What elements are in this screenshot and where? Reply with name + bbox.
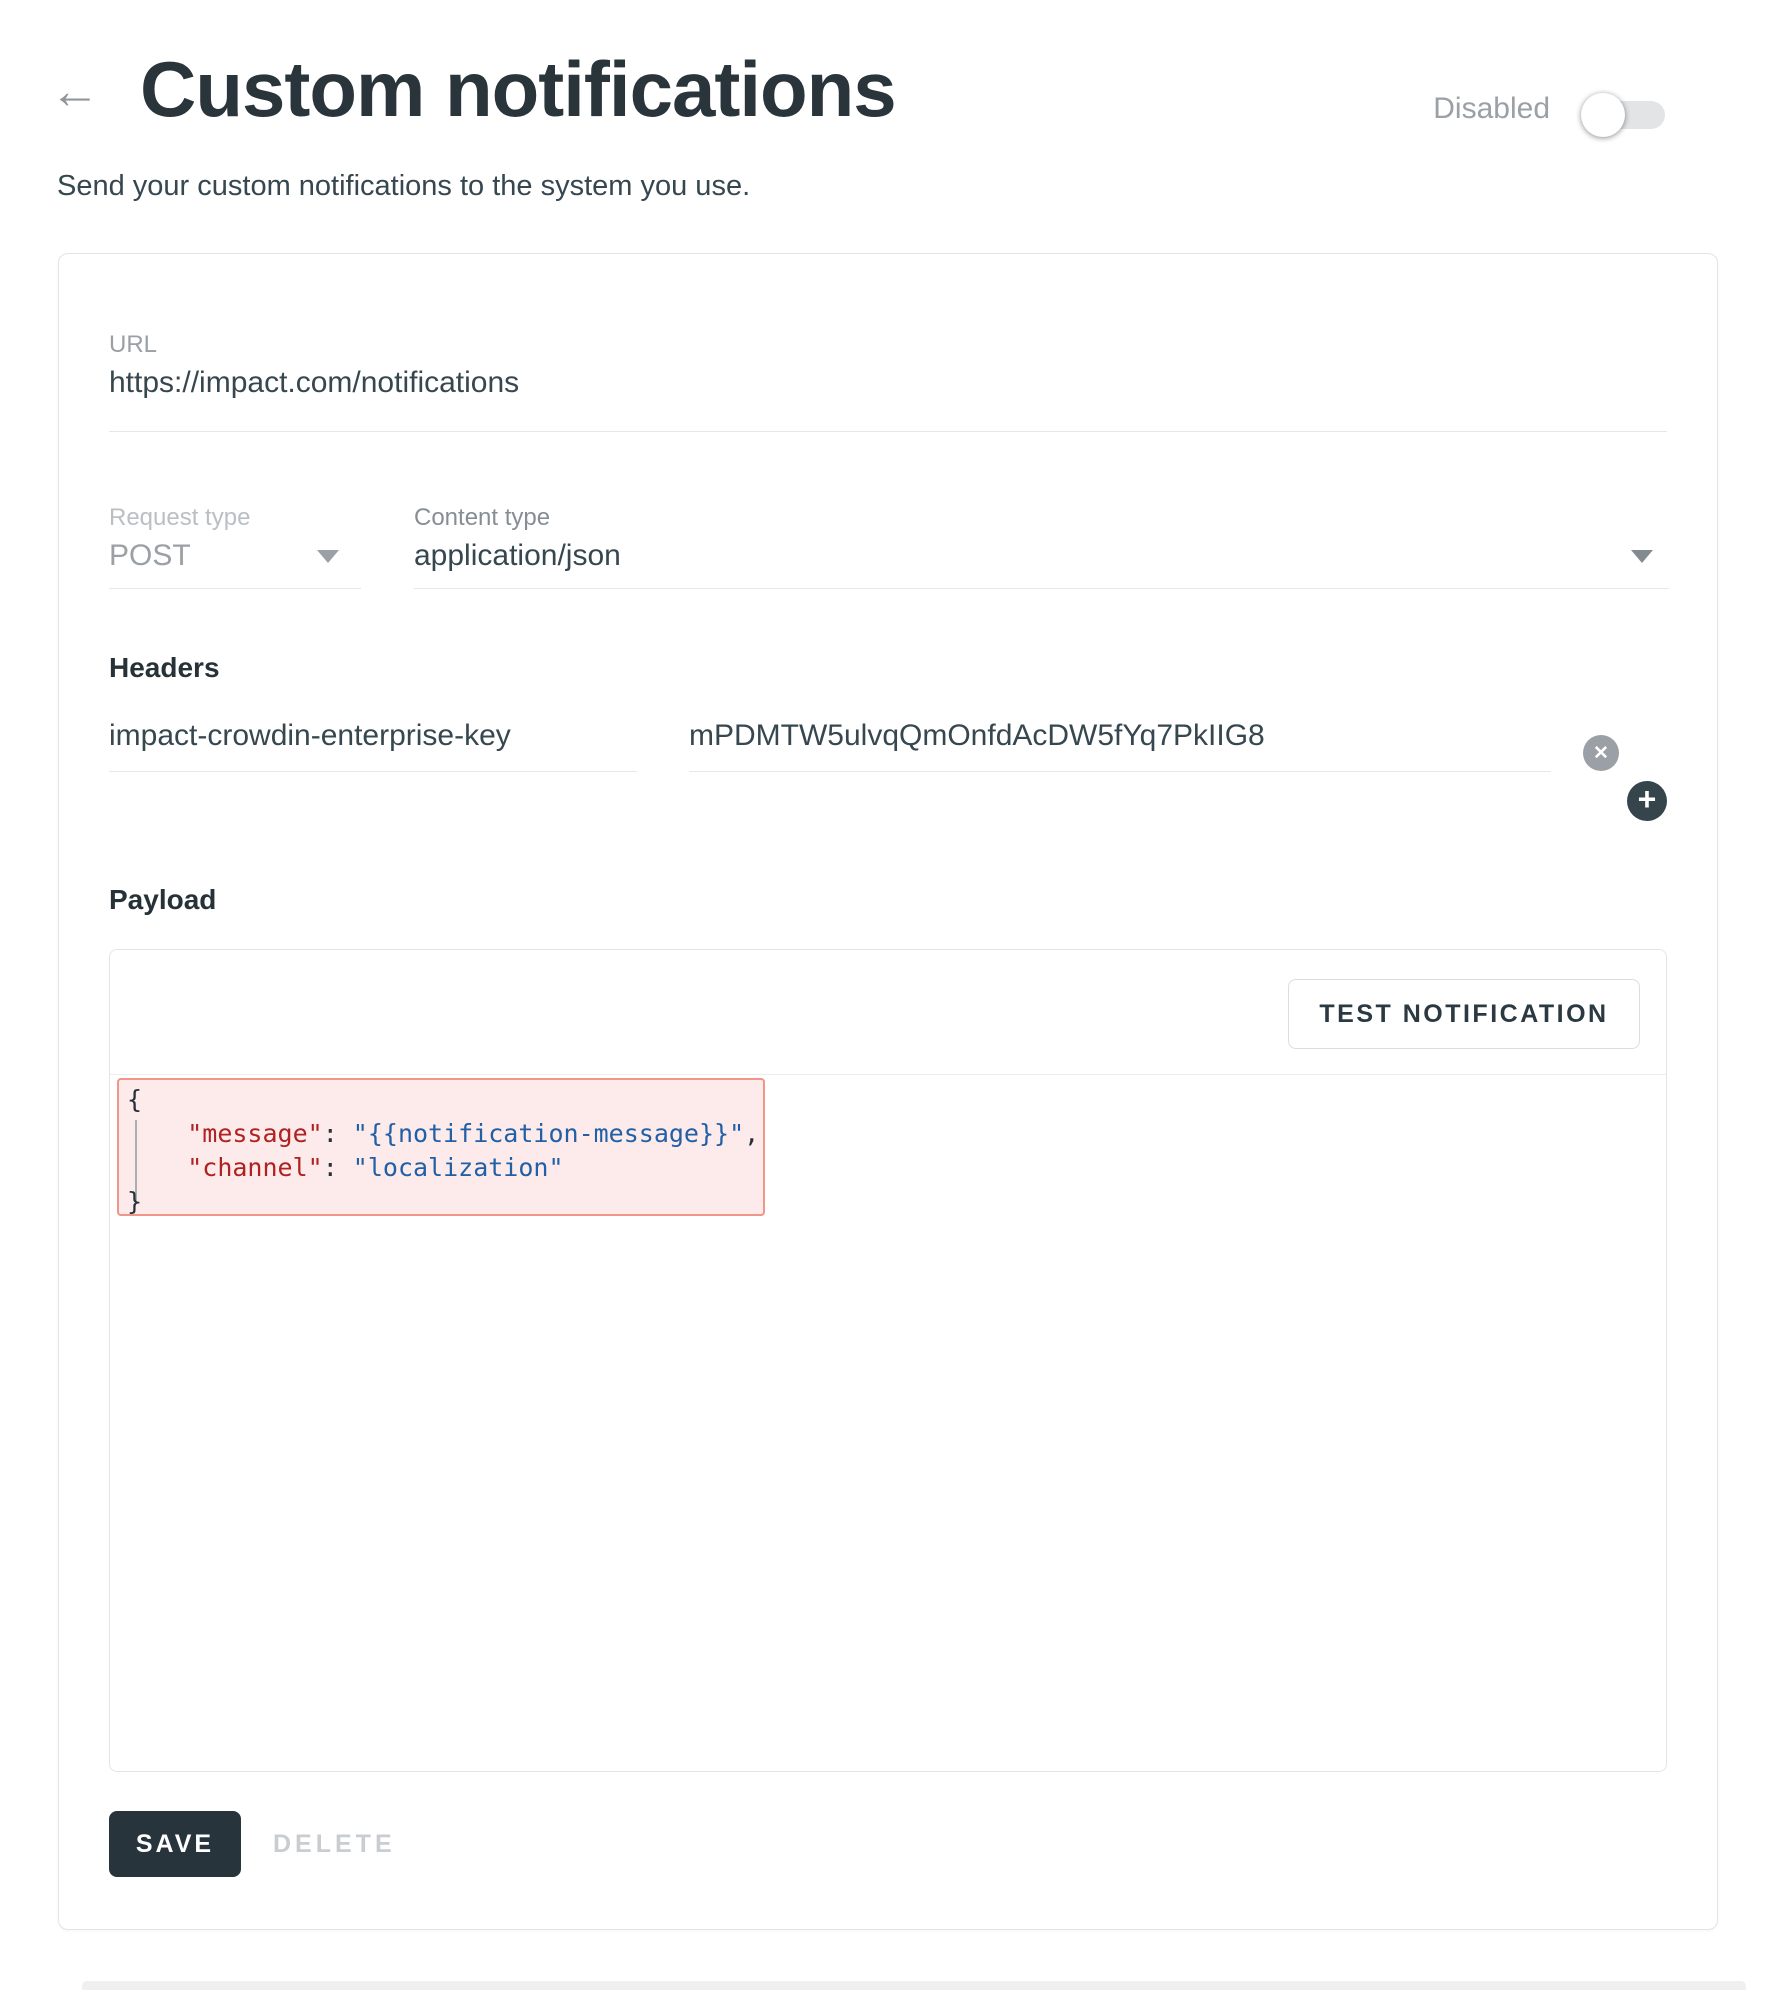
payload-code[interactable]: { "message": "{{notification-message}}", "channel": "localization" } xyxy=(127,1085,760,1216)
request-type-select[interactable]: POST xyxy=(109,539,191,572)
header-key-underline xyxy=(109,771,637,772)
url-input[interactable]: https://impact.com/notifications xyxy=(109,366,520,399)
header-value-input[interactable]: mPDMTW5ulvqQmOnfdAcDW5fYq7PkIIG8 xyxy=(689,719,1265,752)
payload-section-title: Payload xyxy=(109,884,217,915)
page-title: Custom notifications xyxy=(140,45,896,133)
test-notification-button[interactable]: TEST NOTIFICATION xyxy=(1288,979,1640,1049)
remove-header-button[interactable] xyxy=(1583,735,1619,771)
url-label: URL xyxy=(109,331,158,358)
toggle-state-label: Disabled xyxy=(1433,92,1550,125)
chevron-down-icon[interactable] xyxy=(1631,550,1653,563)
notification-settings-card xyxy=(58,253,1718,1930)
content-type-select[interactable]: application/json xyxy=(414,539,621,572)
payload-editor[interactable] xyxy=(109,949,1667,1772)
back-arrow-icon[interactable]: ← xyxy=(50,63,100,119)
payload-toolbar-divider xyxy=(110,1074,1666,1075)
request-type-underline xyxy=(109,588,361,589)
page-subtitle: Send your custom notifications to the system you use. xyxy=(57,170,751,202)
toggle-knob[interactable] xyxy=(1581,93,1625,137)
content-type-underline xyxy=(414,588,1669,589)
header-key-input[interactable]: impact-crowdin-enterprise-key xyxy=(109,719,511,752)
next-card-edge xyxy=(82,1981,1746,1990)
save-button[interactable]: SAVE xyxy=(109,1811,241,1877)
request-type-label: Request type xyxy=(109,504,251,531)
plus-icon: + xyxy=(1637,781,1657,817)
headers-section-title: Headers xyxy=(109,652,220,683)
header-value-underline xyxy=(689,771,1551,772)
close-icon: ✕ xyxy=(1593,742,1609,764)
delete-button[interactable]: DELETE xyxy=(273,1829,396,1858)
content-type-label: Content type xyxy=(414,504,551,531)
chevron-down-icon[interactable] xyxy=(317,550,339,563)
url-input-underline xyxy=(109,431,1667,432)
add-header-button[interactable] xyxy=(1627,781,1667,821)
enable-toggle[interactable] xyxy=(1585,101,1665,129)
